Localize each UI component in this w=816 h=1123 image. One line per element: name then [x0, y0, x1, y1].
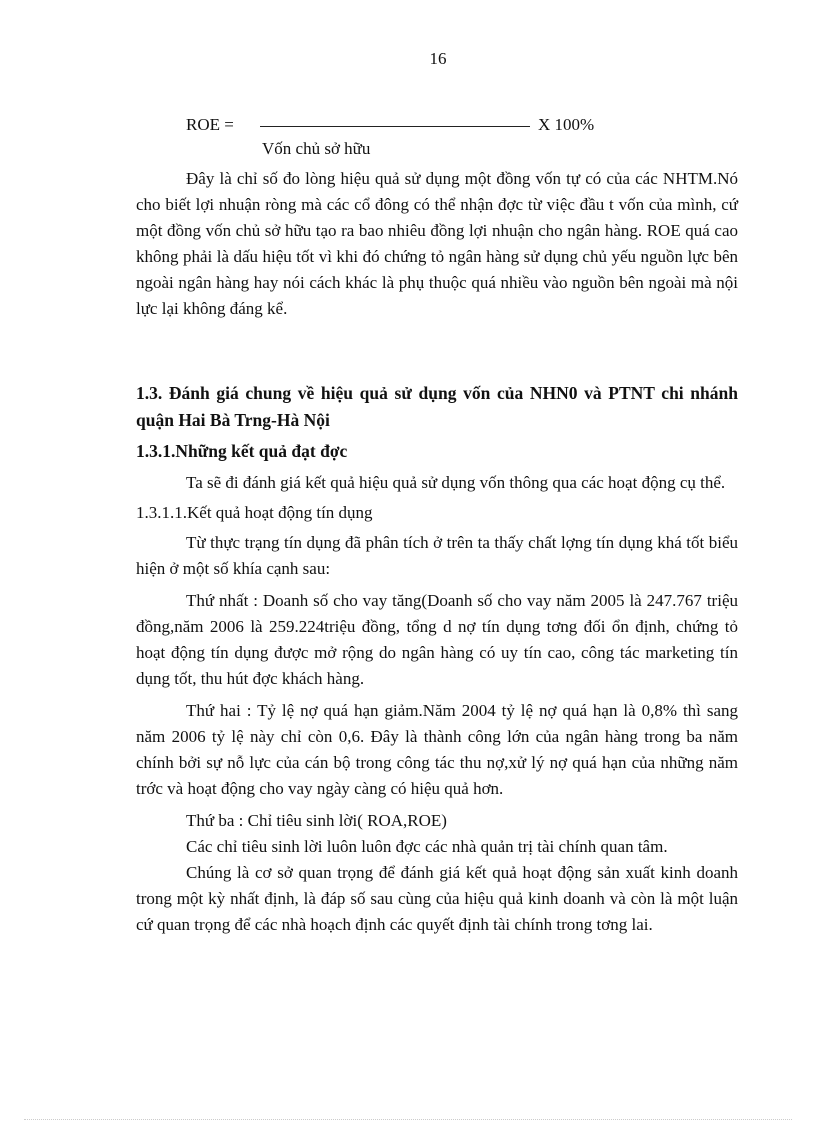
subsection-heading: 1.3.1.Những kết quả đạt đợc	[136, 441, 348, 461]
paragraph: Đây là chỉ số đo lòng hiệu quả sử dụng một đồng vốn tự có của các NHTM.Nó cho biết lợi nhuận ròng mà các cổ đông có thể nhận đợc từ việc đầu t vốn của mình, cứ một đồng vốn chủ sở hữu tạo ra bao nhiêu đồng lợi nhuận cho ngân hàng. ROE quá cao không phải là dấu hiệu tốt vì khi đó chứng tỏ ngân hàng sử dụng chủ yếu nguồn lực bên ngoài ngân hàng hay nói cách khác là phụ thuộc quá nhiều vào nguồn bên ngoài mà nội lực lại không đáng kể.	[136, 169, 738, 318]
paragraph: Thứ hai : Tỷ lệ nợ quá hạn giảm.Năm 2004 tỷ lệ nợ quá hạn là 0,8% thì sang năm 2006 tỷ lệ này chỉ còn 0,6. Đây là thành công lớn của ngân hàng trong ba năm chính bởi sự nỗ lực của cán bộ trong công tác thu nợ,xử lý nợ quá hạn của những năm trớc và hoạt động cho vay ngày càng có hiệu quả hơn.	[136, 701, 738, 798]
roe-explanation	[136, 166, 738, 322]
paragraph: Chúng là cơ sở quan trọng để đánh giá kết quả hoạt động sản xuất kinh doanh trong một kỳ nhất định, là đáp số sau cùng của hiệu quả kinh doanh và còn là một luận cứ quan trọng để các nhà hoạch định các quyết định tài chính trong tơng lai.	[136, 863, 738, 934]
section-heading: 1.3. Đánh giá chung về hiệu quả sử dụng vốn của NHN0 và PTNT chi nhánh quận Hai Bà Trng-Hà Nội	[136, 383, 738, 430]
paragraph: Thứ nhất : Doanh số cho vay tăng(Doanh số cho vay năm 2005 là 247.767 triệu đồng,năm 2006 là 259.224triệu đồng, tổng d nợ tín dụng tơng đối ổn định, chứng tỏ hoạt động tín dụng được mở rộng do ngân hàng có uy tín cao, công tác marketing tín dụng tốt, thu hút đợc khách hàng.	[136, 591, 738, 688]
paragraph: Từ thực trạng tín dụng đã phân tích ở trên ta thấy chất lợng tín dụng khá tốt biểu hiện ở một số khía cạnh sau:	[136, 533, 738, 578]
formula-lhs: ROE =	[186, 115, 234, 134]
formula-denominator: Vốn chủ sở hữu	[262, 139, 371, 158]
paragraph: Ta sẽ đi đánh giá kết quả hiệu quả sử dụng vốn thông qua các hoạt động cụ thể.	[186, 473, 726, 492]
formula-multiplier: X 100%	[538, 115, 595, 134]
paragraph: Các chỉ tiêu sinh lời luôn luôn đợc các nhà quản trị tài chính quan tâm.	[186, 837, 668, 856]
page-bottom-rule	[24, 1119, 792, 1120]
page-number: 16	[429, 49, 447, 68]
section-1-3	[136, 380, 738, 938]
paragraph: Thứ ba : Chỉ tiêu sinh lời( ROA,ROE)	[186, 811, 447, 830]
fraction-bar	[260, 126, 530, 127]
subsubsection-heading: 1.3.1.1.Kết quả hoạt động tín dụng	[136, 503, 373, 522]
